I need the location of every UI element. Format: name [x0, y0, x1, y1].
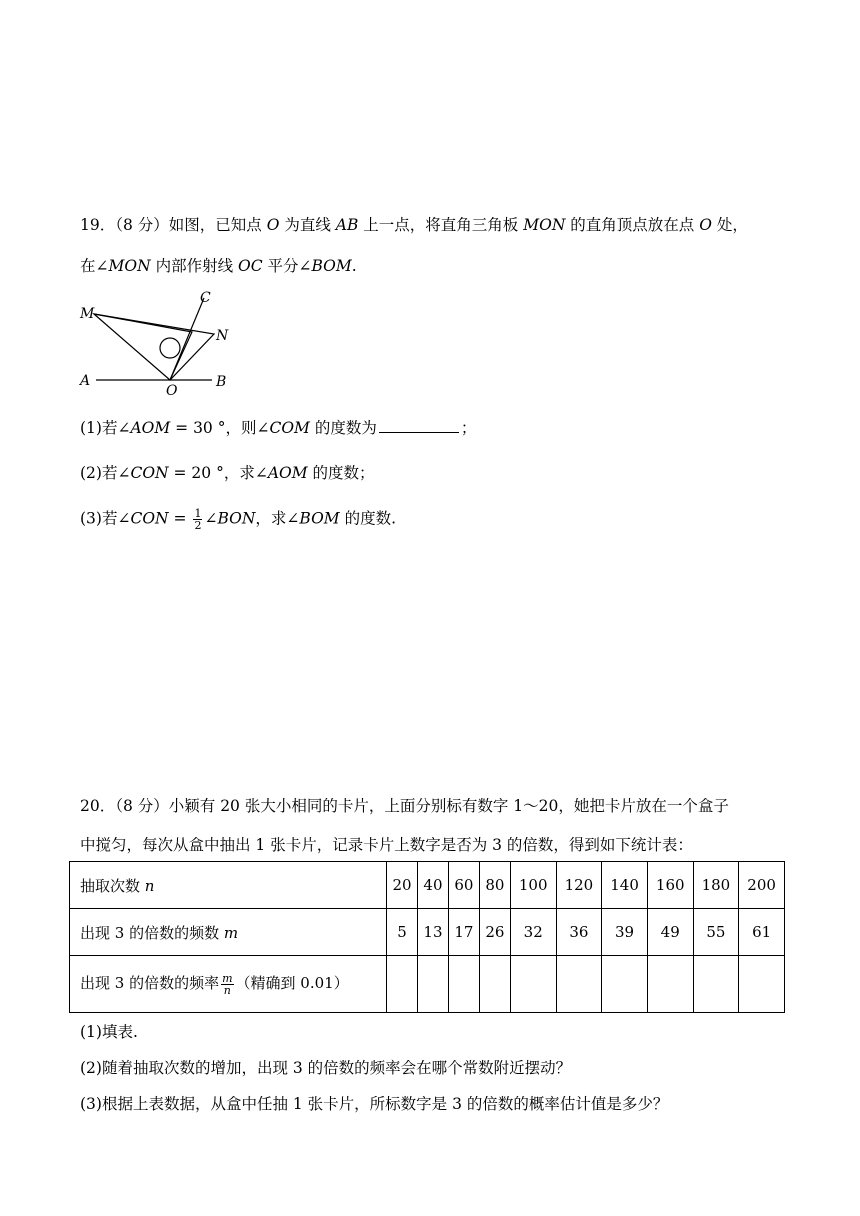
- angle-com: COM: [269, 419, 310, 437]
- cell-frequency-empty[interactable]: [510, 956, 556, 1013]
- q19-text: =: [168, 509, 192, 528]
- point-o: O: [699, 216, 712, 234]
- fraction-numerator: 1: [194, 507, 202, 520]
- cell-frequency-empty[interactable]: [602, 956, 648, 1013]
- q19-text: 的度数为: [309, 419, 377, 437]
- cell-frequency-empty[interactable]: [556, 956, 602, 1013]
- q20-line2: 中搅匀，每次从盒中抽出 1 张卡片，记录卡片上数字是否为 3 的倍数，得到如下统计表：: [80, 836, 693, 854]
- cell-frequency-empty[interactable]: [739, 956, 785, 1013]
- angle-aom: AOM: [130, 419, 171, 437]
- row-header-frequency: 出现 3 的倍数的频率 $\frac{m}{n}$ （精确到 0.01）: [70, 956, 387, 1013]
- cell-count: 13: [417, 909, 448, 956]
- table-row-draws: [70, 862, 785, 909]
- row-header-draws: 抽取次数 n: [70, 862, 387, 909]
- statistics-table: [69, 861, 785, 1013]
- q19-text: 平分∠: [262, 257, 312, 275]
- q19-text: 内部作射线: [150, 257, 238, 275]
- cell-count: 55: [693, 909, 739, 956]
- angle-aom: AOM: [267, 464, 308, 482]
- cell-draws: 40: [417, 862, 448, 909]
- q19-text: (3)若∠: [80, 509, 131, 528]
- cell-count: 26: [479, 909, 510, 956]
- q19-text: 19．（8 分）如图，已知点: [80, 216, 267, 234]
- q19-text: 的度数.: [339, 509, 397, 528]
- cell-draws: 100: [510, 862, 556, 909]
- q19-line2: [80, 256, 357, 276]
- cell-frequency-empty[interactable]: [417, 956, 448, 1013]
- q19-text: 上一点，将直角三角板: [358, 216, 524, 234]
- cell-draws: 200: [739, 862, 785, 909]
- cell-count: 61: [739, 909, 785, 956]
- cell-draws: 80: [479, 862, 510, 909]
- cell-draws: 140: [602, 862, 648, 909]
- angle-bon: BON: [217, 509, 256, 528]
- triangle-hole: [160, 338, 180, 358]
- angle-con: CON: [130, 464, 169, 482]
- table-row-frequency: [70, 956, 785, 1013]
- q19-text: 处，: [711, 216, 748, 234]
- cell-draws: 20: [387, 862, 418, 909]
- label-b: B: [216, 374, 227, 390]
- q20-line1: 20．（8 分）小颖有 20 张大小相同的卡片，上面分别标有数字 1～20，她把卡片放在一个盒子: [80, 797, 729, 815]
- triangle-board: [94, 314, 214, 380]
- fraction-one-half: [193, 508, 202, 531]
- q19-sub2: [80, 463, 375, 483]
- cell-frequency-empty[interactable]: [647, 956, 693, 1013]
- cell-count: 39: [602, 909, 648, 956]
- q19-text: (2)若∠: [80, 464, 131, 482]
- q20-sub1: (1)填表.: [80, 1023, 138, 1041]
- cell-count: 17: [448, 909, 479, 956]
- label-n: N: [216, 328, 229, 344]
- q19-text: ，求∠: [255, 509, 300, 528]
- cell-draws: 180: [693, 862, 739, 909]
- q19-text: 的度数；: [307, 464, 375, 482]
- q19-text: 的直角顶点放在点: [565, 216, 700, 234]
- q20-sub3: (3)根据上表数据，从盒中任抽 1 张卡片，所标数字是 3 的倍数的概率估计值是多少？: [80, 1095, 669, 1113]
- q19-text: ；: [460, 419, 477, 437]
- cell-count: 5: [387, 909, 418, 956]
- table-row-counts: [70, 909, 785, 956]
- fraction-denominator: 2: [194, 519, 202, 532]
- cell-count: 49: [647, 909, 693, 956]
- cell-frequency-empty[interactable]: [479, 956, 510, 1013]
- cell-count: 36: [556, 909, 602, 956]
- q19-line1: [80, 215, 748, 235]
- cell-frequency-empty[interactable]: [387, 956, 418, 1013]
- row-header-counts: 出现 3 的倍数的频数 m: [70, 909, 387, 956]
- q19-sub3: [80, 508, 396, 531]
- line-ab: AB: [335, 216, 359, 234]
- cell-draws: 60: [448, 862, 479, 909]
- q19-text: .: [351, 257, 357, 275]
- geometry-figure: [72, 286, 242, 398]
- cell-count: 32: [510, 909, 556, 956]
- q19-text: = 20 °，求∠: [168, 464, 268, 482]
- label-c: C: [200, 290, 211, 306]
- label-o: O: [166, 383, 178, 398]
- cell-frequency-empty[interactable]: [448, 956, 479, 1013]
- q19-text: (1)若∠: [80, 419, 131, 437]
- q20-sub2: (2)随着抽取次数的增加，出现 3 的倍数的频率会在哪个常数附近摆动？: [80, 1059, 572, 1077]
- cell-frequency-empty[interactable]: [693, 956, 739, 1013]
- label-m: M: [80, 306, 95, 322]
- fraction-m-over-n: $\frac{m}{n}$: [222, 971, 233, 997]
- cell-draws: 120: [556, 862, 602, 909]
- ray-oc: OC: [238, 257, 263, 275]
- angle-mon: MON: [108, 257, 151, 275]
- angle-con: CON: [130, 509, 169, 528]
- label-a: A: [80, 373, 91, 389]
- q19-text: = 30 °，则∠: [170, 419, 270, 437]
- triangle-inner-edge: [94, 314, 192, 380]
- triangle-mon: MON: [523, 216, 566, 234]
- cell-draws: 160: [647, 862, 693, 909]
- q19-text: 在∠: [80, 257, 109, 275]
- answer-blank: [379, 418, 459, 433]
- point-o: O: [266, 216, 280, 234]
- angle-bom: BOM: [299, 509, 340, 528]
- q19-text: 为直线: [279, 216, 336, 234]
- q19-sub1: [80, 418, 476, 438]
- q19-text: ∠: [204, 509, 218, 528]
- angle-bom: BOM: [311, 257, 352, 275]
